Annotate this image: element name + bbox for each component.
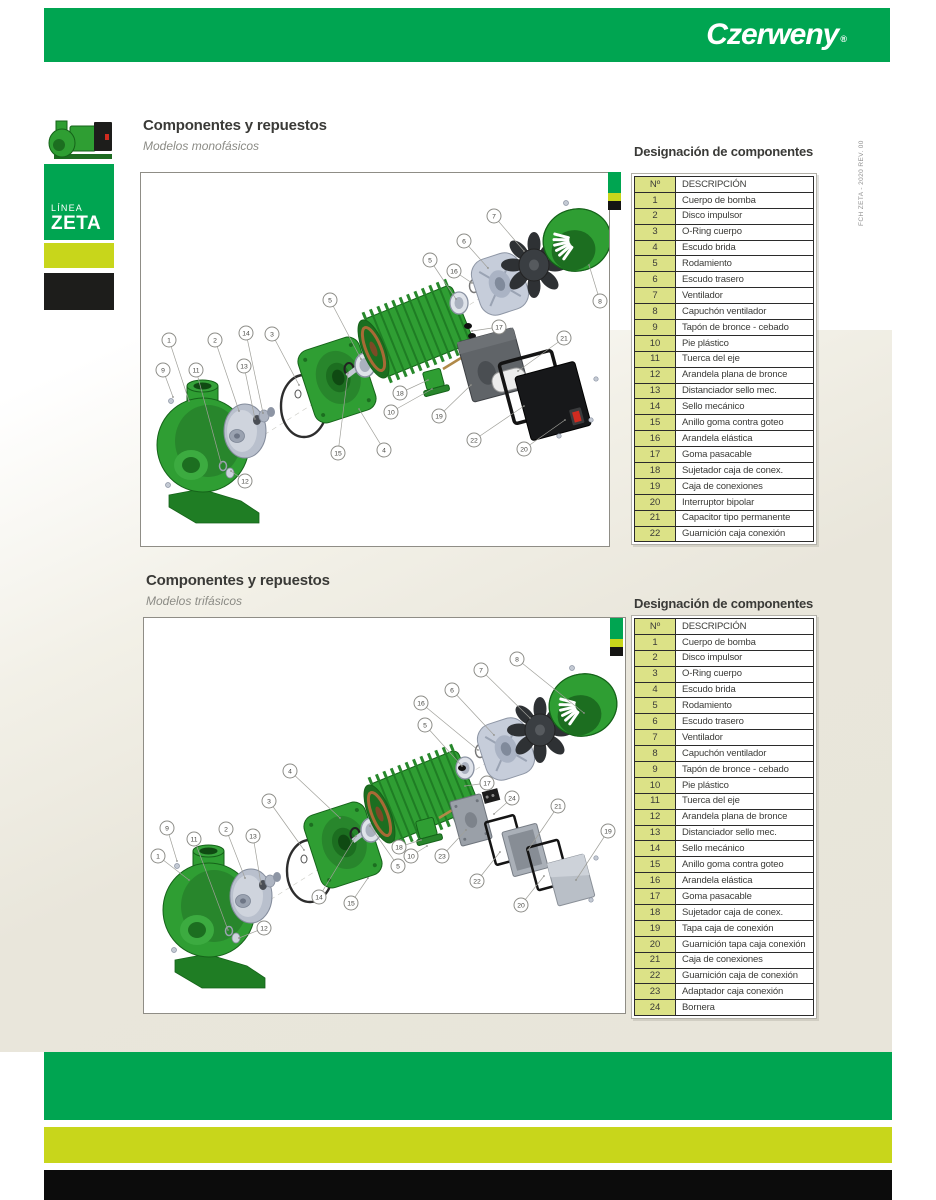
components-table — [634, 618, 814, 1016]
exploded-pump-diagram-tri — [144, 618, 625, 1013]
part-description: Guarnición caja conexión — [676, 526, 814, 542]
svg-text:23: 23 — [438, 853, 446, 861]
svg-text:13: 13 — [240, 363, 248, 371]
svg-text:17: 17 — [483, 780, 491, 788]
part-description: Caja de conexiones — [676, 952, 814, 968]
part-number: 3 — [635, 224, 676, 240]
svg-text:21: 21 — [554, 803, 562, 811]
part-number: 6 — [635, 272, 676, 288]
table-row — [635, 399, 814, 415]
table-row — [635, 415, 814, 431]
svg-text:9: 9 — [165, 825, 169, 833]
part-number: 12 — [635, 367, 676, 383]
svg-text:18: 18 — [395, 844, 403, 852]
part-number: 2 — [635, 208, 676, 224]
part-description: Escudo trasero — [676, 272, 814, 288]
chip-green — [610, 618, 623, 639]
part-number: 4 — [635, 240, 676, 256]
part-number: 19 — [635, 478, 676, 494]
part-description: Tapón de bronce - cebado — [676, 762, 814, 778]
part-description: Disco impulsor — [676, 208, 814, 224]
diagram-callout — [283, 764, 341, 819]
diagram-callout — [514, 875, 545, 912]
table-row — [635, 288, 814, 304]
part-number: 22 — [635, 968, 676, 984]
part-number: 15 — [635, 415, 676, 431]
part-description: O-Ring cuerpo — [676, 224, 814, 240]
part-description: Sello mecánico — [676, 399, 814, 415]
part-number: 11 — [635, 351, 676, 367]
table-row — [635, 320, 814, 336]
table-row — [635, 777, 814, 793]
svg-text:5: 5 — [423, 722, 427, 730]
table-row — [635, 825, 814, 841]
table-row — [635, 762, 814, 778]
table-row — [635, 698, 814, 714]
table-row — [635, 936, 814, 952]
svg-text:20: 20 — [517, 902, 525, 910]
brand-name: Czerweny — [706, 18, 839, 51]
col-header-num: Nº — [635, 177, 676, 193]
part-number: 7 — [635, 730, 676, 746]
diagram-callout — [470, 851, 501, 888]
svg-text:16: 16 — [417, 700, 425, 708]
table-row — [635, 272, 814, 288]
table-row — [635, 240, 814, 256]
part-description: Rodamiento — [676, 698, 814, 714]
svg-text:3: 3 — [270, 331, 274, 339]
color-chips — [610, 618, 623, 656]
brand-logo — [706, 18, 846, 52]
table-row — [635, 984, 814, 1000]
svg-text:5: 5 — [328, 297, 332, 305]
col-header-desc: DESCRIPCIÓN — [676, 619, 814, 635]
table-row — [635, 634, 814, 650]
svg-text:22: 22 — [470, 437, 478, 445]
part-number: 18 — [635, 463, 676, 479]
part-number: 13 — [635, 383, 676, 399]
part-description: Tuerca del eje — [676, 351, 814, 367]
table-row — [635, 431, 814, 447]
table-row — [635, 682, 814, 698]
col-header-desc: DESCRIPCIÓN — [676, 177, 814, 193]
zeta-label: ZETA — [51, 213, 102, 234]
registered-mark: ® — [840, 34, 846, 44]
part-number: 23 — [635, 984, 676, 1000]
exploded-pump-diagram-mono — [141, 173, 609, 546]
svg-text:14: 14 — [242, 330, 250, 338]
table-row — [635, 478, 814, 494]
svg-text:16: 16 — [450, 268, 458, 276]
table-row — [635, 841, 814, 857]
part-description: Caja de conexiones — [676, 478, 814, 494]
chip-lime — [608, 193, 621, 201]
diagram-callout — [393, 379, 429, 400]
svg-text:22: 22 — [473, 878, 481, 886]
svg-text:6: 6 — [462, 238, 466, 246]
part-number: 5 — [635, 698, 676, 714]
part-description: Distanciador sello mec. — [676, 383, 814, 399]
part-description: Ventilador — [676, 288, 814, 304]
part-description: Disco impulsor — [676, 650, 814, 666]
table-row — [635, 714, 814, 730]
components-table-mono — [631, 173, 817, 545]
table-row — [635, 968, 814, 984]
table-row — [635, 335, 814, 351]
part-description: Escudo brida — [676, 240, 814, 256]
diagram-callout — [384, 388, 433, 419]
col-header-num: Nº — [635, 619, 676, 635]
components-table-tri — [631, 615, 817, 1019]
table-row — [635, 920, 814, 936]
table-row — [635, 905, 814, 921]
svg-text:1: 1 — [167, 337, 171, 345]
diagram-callout — [262, 794, 305, 851]
part-number: 21 — [635, 952, 676, 968]
part-number: 4 — [635, 682, 676, 698]
footer-bar-green — [44, 1052, 892, 1120]
part-number: 19 — [635, 920, 676, 936]
svg-text:2: 2 — [213, 337, 217, 345]
diagram-callout — [575, 824, 615, 881]
table-row — [635, 367, 814, 383]
color-chips — [608, 172, 621, 210]
part-description: Sujetador caja de conex. — [676, 905, 814, 921]
svg-text:14: 14 — [315, 894, 323, 902]
exploded-diagram-box-tri — [143, 617, 626, 1014]
part-description: Anillo goma contra goteo — [676, 415, 814, 431]
table-row — [635, 1000, 814, 1016]
part-description: Escudo brida — [676, 682, 814, 698]
table-row — [635, 256, 814, 272]
part-number: 12 — [635, 809, 676, 825]
svg-text:15: 15 — [334, 450, 342, 458]
svg-text:12: 12 — [260, 925, 268, 933]
components-heading-mono: Designación de componentes — [634, 144, 814, 159]
part-number: 6 — [635, 714, 676, 730]
svg-text:17: 17 — [495, 324, 503, 332]
svg-text:18: 18 — [396, 390, 404, 398]
part-description: Arandela elástica — [676, 431, 814, 447]
svg-text:20: 20 — [520, 446, 528, 454]
section-title-tri: Componentes y repuestos — [146, 572, 330, 589]
part-description: Pie plástico — [676, 335, 814, 351]
svg-text:12: 12 — [241, 478, 249, 486]
part-number: 24 — [635, 1000, 676, 1016]
part-description: Bornera — [676, 1000, 814, 1016]
svg-text:7: 7 — [492, 213, 496, 221]
part-number: 5 — [635, 256, 676, 272]
table-row — [635, 447, 814, 463]
table-row — [635, 952, 814, 968]
svg-text:11: 11 — [192, 367, 200, 375]
svg-text:19: 19 — [435, 413, 443, 421]
part-description: Goma pasacable — [676, 889, 814, 905]
part-number: 20 — [635, 494, 676, 510]
header-bar — [44, 8, 890, 62]
part-description: O-Ring cuerpo — [676, 666, 814, 682]
components-heading-tri: Designación de componentes — [634, 596, 814, 611]
section-subtitle-mono: Modelos monofásicos — [143, 139, 260, 153]
diagram-callout — [447, 264, 473, 284]
part-description: Pie plástico — [676, 777, 814, 793]
svg-text:8: 8 — [515, 656, 519, 664]
svg-text:19: 19 — [604, 828, 612, 836]
part-description: Capuchón ventilador — [676, 746, 814, 762]
part-description: Escudo trasero — [676, 714, 814, 730]
table-row — [635, 650, 814, 666]
part-description: Adaptador caja conexión — [676, 984, 814, 1000]
part-description: Distanciador sello mec. — [676, 825, 814, 841]
components-table — [634, 176, 814, 542]
diagram-callout — [156, 363, 174, 398]
table-row — [635, 208, 814, 224]
part-number: 20 — [635, 936, 676, 952]
diagram-callout — [471, 320, 506, 334]
svg-text:8: 8 — [598, 298, 602, 306]
svg-text:11: 11 — [190, 836, 198, 844]
table-row — [635, 351, 814, 367]
table-header-row — [635, 177, 814, 193]
svg-text:9: 9 — [161, 367, 165, 375]
diagram-callout — [467, 405, 525, 447]
part-description: Sujetador caja de conex. — [676, 463, 814, 479]
part-description: Ventilador — [676, 730, 814, 746]
section-subtitle-tri: Modelos trifásicos — [146, 594, 243, 608]
diagram-callout — [457, 234, 489, 269]
part-number: 18 — [635, 905, 676, 921]
table-row — [635, 746, 814, 762]
part-description: Guarnición caja de conexión — [676, 968, 814, 984]
part-number: 14 — [635, 841, 676, 857]
part-description: Guarnición tapa caja conexión — [676, 936, 814, 952]
part-number: 10 — [635, 777, 676, 793]
part-description: Arandela plana de bronce — [676, 367, 814, 383]
part-number: 16 — [635, 431, 676, 447]
table-row — [635, 304, 814, 320]
part-number: 13 — [635, 825, 676, 841]
part-number: 1 — [635, 192, 676, 208]
part-number: 7 — [635, 288, 676, 304]
part-number: 21 — [635, 510, 676, 526]
part-description: Cuerpo de bomba — [676, 192, 814, 208]
footer-bar-black — [44, 1170, 892, 1200]
part-number: 22 — [635, 526, 676, 542]
part-number: 9 — [635, 762, 676, 778]
table-row — [635, 526, 814, 542]
svg-text:13: 13 — [249, 833, 257, 841]
svg-text:24: 24 — [508, 795, 516, 803]
svg-text:21: 21 — [560, 335, 568, 343]
part-description: Interruptor bipolar — [676, 494, 814, 510]
table-row — [635, 873, 814, 889]
exploded-diagram-box-mono — [140, 172, 610, 547]
part-number: 17 — [635, 889, 676, 905]
part-number: 1 — [635, 634, 676, 650]
table-row — [635, 494, 814, 510]
svg-text:6: 6 — [450, 687, 454, 695]
table-row — [635, 192, 814, 208]
part-description: Rodamiento — [676, 256, 814, 272]
chip-green — [608, 172, 621, 193]
footer-bar-lime — [44, 1127, 892, 1163]
part-number: 10 — [635, 335, 676, 351]
part-description: Anillo goma contra goteo — [676, 857, 814, 873]
part-description: Sello mecánico — [676, 841, 814, 857]
part-number: 17 — [635, 447, 676, 463]
diagram-callout — [474, 663, 531, 719]
table-row — [635, 730, 814, 746]
part-description: Tapón de bronce - cebado — [676, 320, 814, 336]
chip-lime — [610, 639, 623, 647]
part-number: 2 — [635, 650, 676, 666]
lime-accent-block — [44, 243, 114, 268]
svg-text:5: 5 — [396, 863, 400, 871]
table-row — [635, 463, 814, 479]
part-description: Cuerpo de bomba — [676, 634, 814, 650]
part-description: Arandela plana de bronce — [676, 809, 814, 825]
table-row — [635, 857, 814, 873]
part-number: 16 — [635, 873, 676, 889]
part-number: 15 — [635, 857, 676, 873]
part-description: Arandela elástica — [676, 873, 814, 889]
diagram-callout — [445, 683, 495, 736]
part-number: 8 — [635, 304, 676, 320]
svg-text:4: 4 — [382, 447, 386, 455]
svg-text:1: 1 — [156, 853, 160, 861]
linea-zeta-badge — [44, 164, 114, 240]
table-row — [635, 510, 814, 526]
table-row — [635, 809, 814, 825]
section-title-mono: Componentes y repuestos — [143, 117, 327, 134]
part-description: Tapa caja de conexión — [676, 920, 814, 936]
diagram-callout — [265, 327, 300, 386]
part-number: 9 — [635, 320, 676, 336]
part-description: Tuerca del eje — [676, 793, 814, 809]
diagram-callout — [588, 264, 607, 308]
table-row — [635, 224, 814, 240]
part-number: 14 — [635, 399, 676, 415]
table-row — [635, 889, 814, 905]
linea-label: LÍNEA — [51, 203, 84, 214]
diagram-callout — [487, 209, 525, 252]
part-description: Capacitor tipo permanente — [676, 510, 814, 526]
part-number: 3 — [635, 666, 676, 682]
diagram-callout — [151, 849, 190, 881]
pump-thumbnail — [46, 110, 122, 164]
black-accent-block — [44, 273, 114, 310]
svg-text:15: 15 — [347, 900, 355, 908]
chip-black — [610, 647, 623, 656]
table-row — [635, 793, 814, 809]
part-number: 8 — [635, 746, 676, 762]
svg-text:2: 2 — [224, 826, 228, 834]
svg-text:10: 10 — [407, 853, 415, 861]
svg-text:4: 4 — [288, 768, 292, 776]
document-code-vertical: FCH ZETA - 2020 REV. 00 — [858, 140, 865, 226]
svg-text:3: 3 — [267, 798, 271, 806]
part-number: 11 — [635, 793, 676, 809]
part-description: Capuchón ventilador — [676, 304, 814, 320]
pump-thumbnail-image — [46, 110, 122, 164]
part-description: Goma pasacable — [676, 447, 814, 463]
svg-text:7: 7 — [479, 667, 483, 675]
table-row — [635, 383, 814, 399]
table-header-row — [635, 619, 814, 635]
svg-text:5: 5 — [428, 257, 432, 265]
svg-text:10: 10 — [387, 409, 395, 417]
table-row — [635, 666, 814, 682]
chip-black — [608, 201, 621, 210]
diagram-callout — [404, 845, 428, 863]
